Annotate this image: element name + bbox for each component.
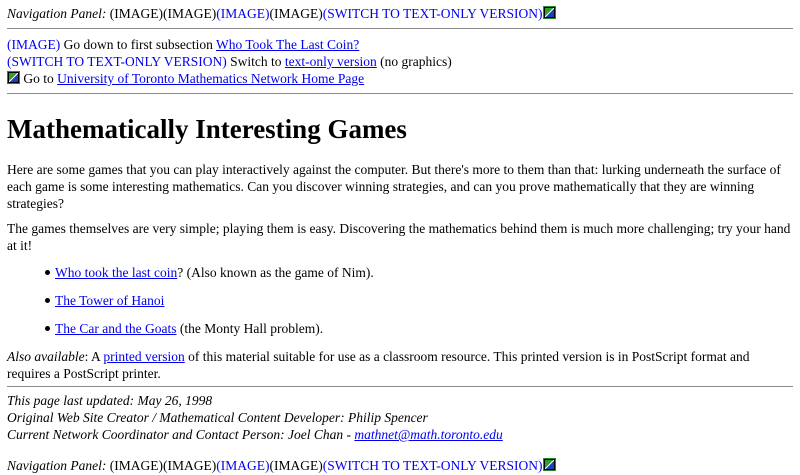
row-tail: (no graphics) xyxy=(376,54,452,69)
home-page-link[interactable]: University of Toronto Mathematics Network Home Page xyxy=(57,71,365,86)
text-only-row xyxy=(7,53,793,70)
page-title: Mathematically Interesting Games xyxy=(7,114,407,144)
list-item xyxy=(55,292,793,309)
row-text: Go to xyxy=(20,71,58,86)
list-item xyxy=(55,320,793,337)
nav-image-4: (IMAGE) xyxy=(269,6,323,21)
games-paragraph: The games themselves are very simple; playing them is easy. Discovering the mathematics behind them is much more challenging; try your hand at it! xyxy=(7,221,791,253)
row-text: Go down to first subsection xyxy=(60,37,216,52)
last-updated: This page last updated: May 26, 1998 xyxy=(7,393,213,408)
mini-page-icon[interactable] xyxy=(543,6,556,19)
text-only-version-link[interactable]: text-only version xyxy=(284,54,377,69)
games-list xyxy=(7,264,793,337)
item-tail: (the Monty Hall problem). xyxy=(176,321,324,336)
switch-text-only-image-link[interactable]: (SWITCH TO TEXT-ONLY VERSION) xyxy=(7,54,227,69)
contact-line xyxy=(7,426,793,443)
nav-image-1: (IMAGE) xyxy=(109,458,163,473)
image-link[interactable]: (IMAGE) xyxy=(7,37,61,52)
item-tail: ? (Also known as the game of Nim). xyxy=(177,265,374,280)
nav-panel-top xyxy=(7,5,793,23)
nav-image-1: (IMAGE) xyxy=(109,6,163,21)
game-link-car-goats[interactable]: The Car and the Goats xyxy=(55,321,177,336)
nav-panel-label: Navigation Panel: xyxy=(7,458,107,473)
contact-email-link[interactable]: mathnet@math.toronto.edu xyxy=(354,427,503,442)
also-available-label: Also available xyxy=(7,349,85,364)
divider xyxy=(7,28,793,29)
game-link-nim[interactable]: Who took the last coin xyxy=(55,265,178,280)
nav-image-2: (IMAGE) xyxy=(162,6,217,21)
nav-image-4: (IMAGE) xyxy=(269,458,323,473)
row-text: Switch to xyxy=(226,54,285,69)
divider xyxy=(7,93,793,94)
contact-text: Current Network Coordinator and Contact Person: Joel Chan - xyxy=(7,427,355,442)
nav-panel-label: Navigation Panel: xyxy=(7,6,107,21)
also-post: of this material suitable for use as a classroom resource. This printed version is in PostScript format and requires a PostScript printer. xyxy=(7,349,750,381)
creator-credit: Original Web Site Creator / Mathematical Content Developer: Philip Spencer xyxy=(7,410,428,425)
list-item xyxy=(55,264,793,281)
nav-image-2: (IMAGE) xyxy=(162,458,217,473)
divider xyxy=(7,386,793,387)
first-subsection-row xyxy=(7,36,793,53)
who-took-the-last-coin-link[interactable]: Who Took The Last Coin? xyxy=(216,37,360,52)
nav-image-link-3[interactable]: (IMAGE) xyxy=(216,6,270,21)
mini-page-icon[interactable] xyxy=(543,458,556,471)
printed-version-link[interactable]: printed version xyxy=(103,349,185,364)
also-pre: : A xyxy=(84,349,104,364)
intro-paragraph: Here are some games that you can play interactively against the computer. But there's more to them than that: lurking underneath the surface of each game is some interesting mathematics. Can you discover winning strategies, and can you prove mathematically that they are winning strategies? xyxy=(7,162,781,211)
home-icon[interactable] xyxy=(7,71,20,84)
game-link-hanoi[interactable]: The Tower of Hanoi xyxy=(55,293,165,308)
navigation-links xyxy=(7,36,793,87)
nav-panel-bottom xyxy=(7,457,793,475)
switch-text-only-link[interactable]: (SWITCH TO TEXT-ONLY VERSION) xyxy=(322,6,543,21)
page-footer xyxy=(7,392,793,443)
home-page-row xyxy=(7,70,793,87)
nav-image-link-3[interactable]: (IMAGE) xyxy=(216,458,270,473)
switch-text-only-link[interactable]: (SWITCH TO TEXT-ONLY VERSION) xyxy=(322,458,543,473)
also-available-paragraph xyxy=(7,348,793,382)
